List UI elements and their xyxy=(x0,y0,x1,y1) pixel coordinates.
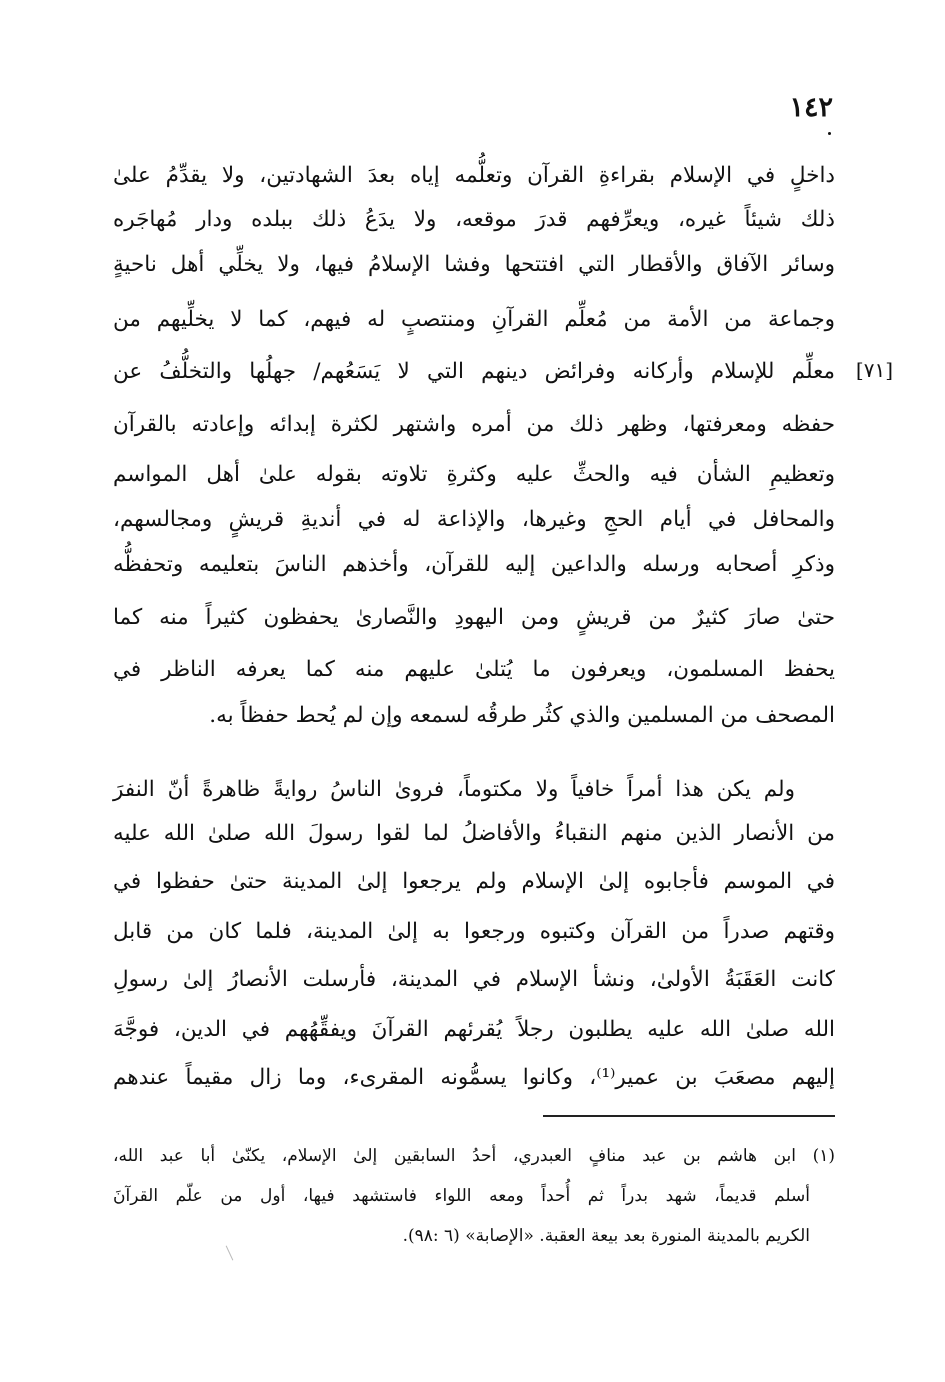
text-line: وقتهم صدراً من القرآن وكتبوه ورجعوا به إلىٰ المدينة، فلما كان من قابل xyxy=(113,919,835,944)
text-line: يحفظ المسلمون، ويعرفون ما يُتلىٰ عليهم منه كما يعرفه الناظر في xyxy=(113,657,835,682)
page-dot-mark xyxy=(828,132,831,135)
text-line: وتعظيمِ الشأن فيه والحثِّ عليه وكثرةِ تلاوته بقوله علىٰ أهل المواسم xyxy=(113,462,835,487)
footnote-line: (١) ابن هاشم بن عبد منافٍ العبدري، أحدُ السابقين إلىٰ الإسلام، يكنّىٰ أبا عبد الله، xyxy=(113,1146,835,1166)
text-line: وسائر الآفاق والأقطار التي افتتحها وفشا الإسلامُ فيها، ولا يخلِّي أهل ناحيةٍ xyxy=(113,252,835,277)
text-line: كانت العَقَبَةُ الأولىٰ، ونشأ الإسلام في المدينة، فأرسلت الأنصارُ إلىٰ رسولِ xyxy=(113,967,835,992)
text-line: معلِّم للإسلام وأركانه وفرائض دينهم التي لا يَسَعُهم/ جهلُها والتخلُّفُ عن xyxy=(113,359,836,384)
text-line: إليهم مصعَبَ بن عمير⁽¹⁾، وكانوا يسمُّونه المقرىء، وما زال مقيماً عندهم xyxy=(113,1065,836,1090)
margin-reference: [٧١] xyxy=(855,358,893,382)
text-line: وجماعة من الأمة من مُعلِّم القرآنِ ومنتصبٍ له فيهم، كما لا يخلِّيهم من xyxy=(113,307,835,332)
text-line: ذلك شيئاً غيره، ويعرِّفهم قدرَ موقعه، ولا يدَعُ ذلك ببلده ودار مُهاجَره xyxy=(113,207,835,232)
text-line: وذكرِ أصحابه ورسله والداعين إليه للقرآن، وأخذهم الناسَ بتعليمه وتحفظُّه xyxy=(113,552,835,577)
text-line: داخلٍ في الإسلام بقراءةِ القرآن وتعلُّمه إياه بعدَ الشهادتين، ولا يقدِّمُ علىٰ xyxy=(113,163,835,188)
text-line: ولم يكن هذا أمراً خافياً ولا مكتوماً، فروىٰ الناسُ روايةً ظاهرةً أنّ النفرَ xyxy=(113,777,795,802)
text-line: الله صلىٰ الله عليه يطلبون رجلاً يُقرئهم القرآنَ ويفقِّهُهم في الدين، فوجَّهَ xyxy=(113,1017,835,1042)
text-line: والمحافل في أيام الحجِ وغيرها، والإذاعة له في أنديةِ قريشٍ ومجالسهم، xyxy=(113,507,835,532)
footnote-line: أسلم قديماً، شهد بدراً ثم أُحداً ومعه اللواء فاستشهد فيها، أول من علّم القرآنَ xyxy=(113,1186,810,1206)
text-line: المصحف من المسلمين والذي كثُر طرقُه لسمعه وإن لم يُحط حفظاً به. xyxy=(209,703,835,728)
page-number: ١٤٢ xyxy=(789,92,833,123)
footnote-separator xyxy=(543,1115,835,1117)
text-line: حتىٰ صارَ كثيرٌ من قريشٍ ومن اليهودِ والنَّصارىٰ يحفظون كثيراً منه كما xyxy=(113,605,835,630)
text-line: من الأنصار الذين منهم النقباءُ والأفاضلُ لما لقوا رسولَ الله صلىٰ الله عليه xyxy=(113,821,835,846)
text-line: في الموسم فأجابوه إلىٰ الإسلام ولم يرجعوا إلىٰ المدينة حتىٰ حفظوا في xyxy=(113,869,835,894)
footnote-line: الكريم بالمدينة المنورة بعد بيعة العقبة. «الإصابة» (٦ :٩٨). xyxy=(402,1226,810,1246)
text-line: حفظه ومعرفتها، وظهر ذلك من أمره واشتهر لكثرة إبدائه وإعادته بالقرآن xyxy=(113,412,835,437)
